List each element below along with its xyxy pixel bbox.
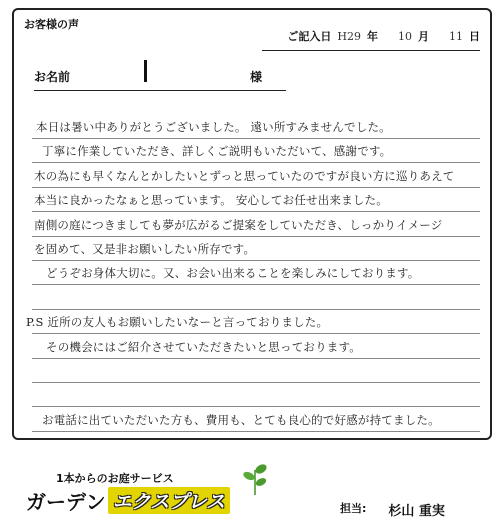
date-month: 10 [398, 30, 412, 43]
brand-logo [26, 486, 230, 514]
date-year: H29 [337, 30, 361, 43]
ruled-line [32, 163, 480, 188]
date-month-unit: 月 [418, 30, 429, 43]
ruled-line [32, 138, 480, 163]
ruled-line [32, 285, 480, 310]
handwritten-text: 本日は暑い中ありがとうございました。 遠い所すみませんでした。 [36, 120, 391, 134]
date-day-unit: 日 [469, 30, 480, 43]
handwritten-text: を固めて、又是非お願いしたい所存です。 [34, 242, 256, 256]
name-redaction-bar [144, 60, 147, 82]
brand-name-garden: ガーデン [26, 489, 106, 514]
staff-name: 杉山 重実 [388, 504, 445, 519]
date-row [287, 28, 480, 44]
ruled-line [32, 187, 480, 212]
ruled-line [32, 334, 480, 359]
ruled-line [32, 236, 480, 261]
handwritten-text: お電話に出ていただいた方も、費用も、とても良心的で好感が持てました。 [42, 412, 440, 427]
service-tagline: 1本からのお庭サービス [56, 472, 174, 485]
ruled-line [32, 260, 480, 285]
staff-label: 担当: [340, 502, 367, 515]
leaf-icon [242, 462, 268, 496]
handwritten-text: 丁寧に作業していただき、詳しくご説明もいただいて、感謝です。 [42, 144, 392, 159]
ruled-line [32, 382, 480, 407]
ruled-line [26, 309, 480, 334]
date-label: ご記入日 [287, 30, 332, 43]
date-day: 11 [449, 30, 463, 43]
date-underline [262, 50, 480, 51]
ruled-line [32, 114, 480, 139]
handwritten-text: その機会にはご紹介させていただきたいと思っております。 [46, 339, 361, 354]
brand-name-express: エクスプレス [108, 487, 230, 514]
ruled-line [32, 358, 480, 383]
date-year-unit: 年 [367, 30, 378, 43]
name-label: お名前 [34, 70, 71, 84]
ruled-line [32, 407, 480, 432]
name-underline [34, 90, 286, 91]
handwritten-text: どうぞお身体大切に。又、お会い出来ることを楽しみにしております。 [46, 266, 420, 281]
handwritten-text: 南側の庭につきましても夢が広がるご提案をしていただき、しっかりイメージ [34, 217, 443, 232]
name-suffix: 様 [250, 70, 263, 84]
handwritten-text: P.S 近所の友人もお願いしたいなーと言っておりました。 [26, 315, 329, 330]
section-label: お客様の声 [24, 18, 79, 31]
handwritten-text: 木の為にも早くなんとかしたいとずっと思っていたのですが良い方に巡りあえて [34, 168, 455, 183]
handwritten-text: 本当に良かったなぁと思っています。 安心してお任せ出来ました。 [34, 193, 388, 208]
ruled-line [32, 212, 480, 237]
staff-info [340, 500, 445, 519]
testimonial-card [12, 8, 492, 440]
